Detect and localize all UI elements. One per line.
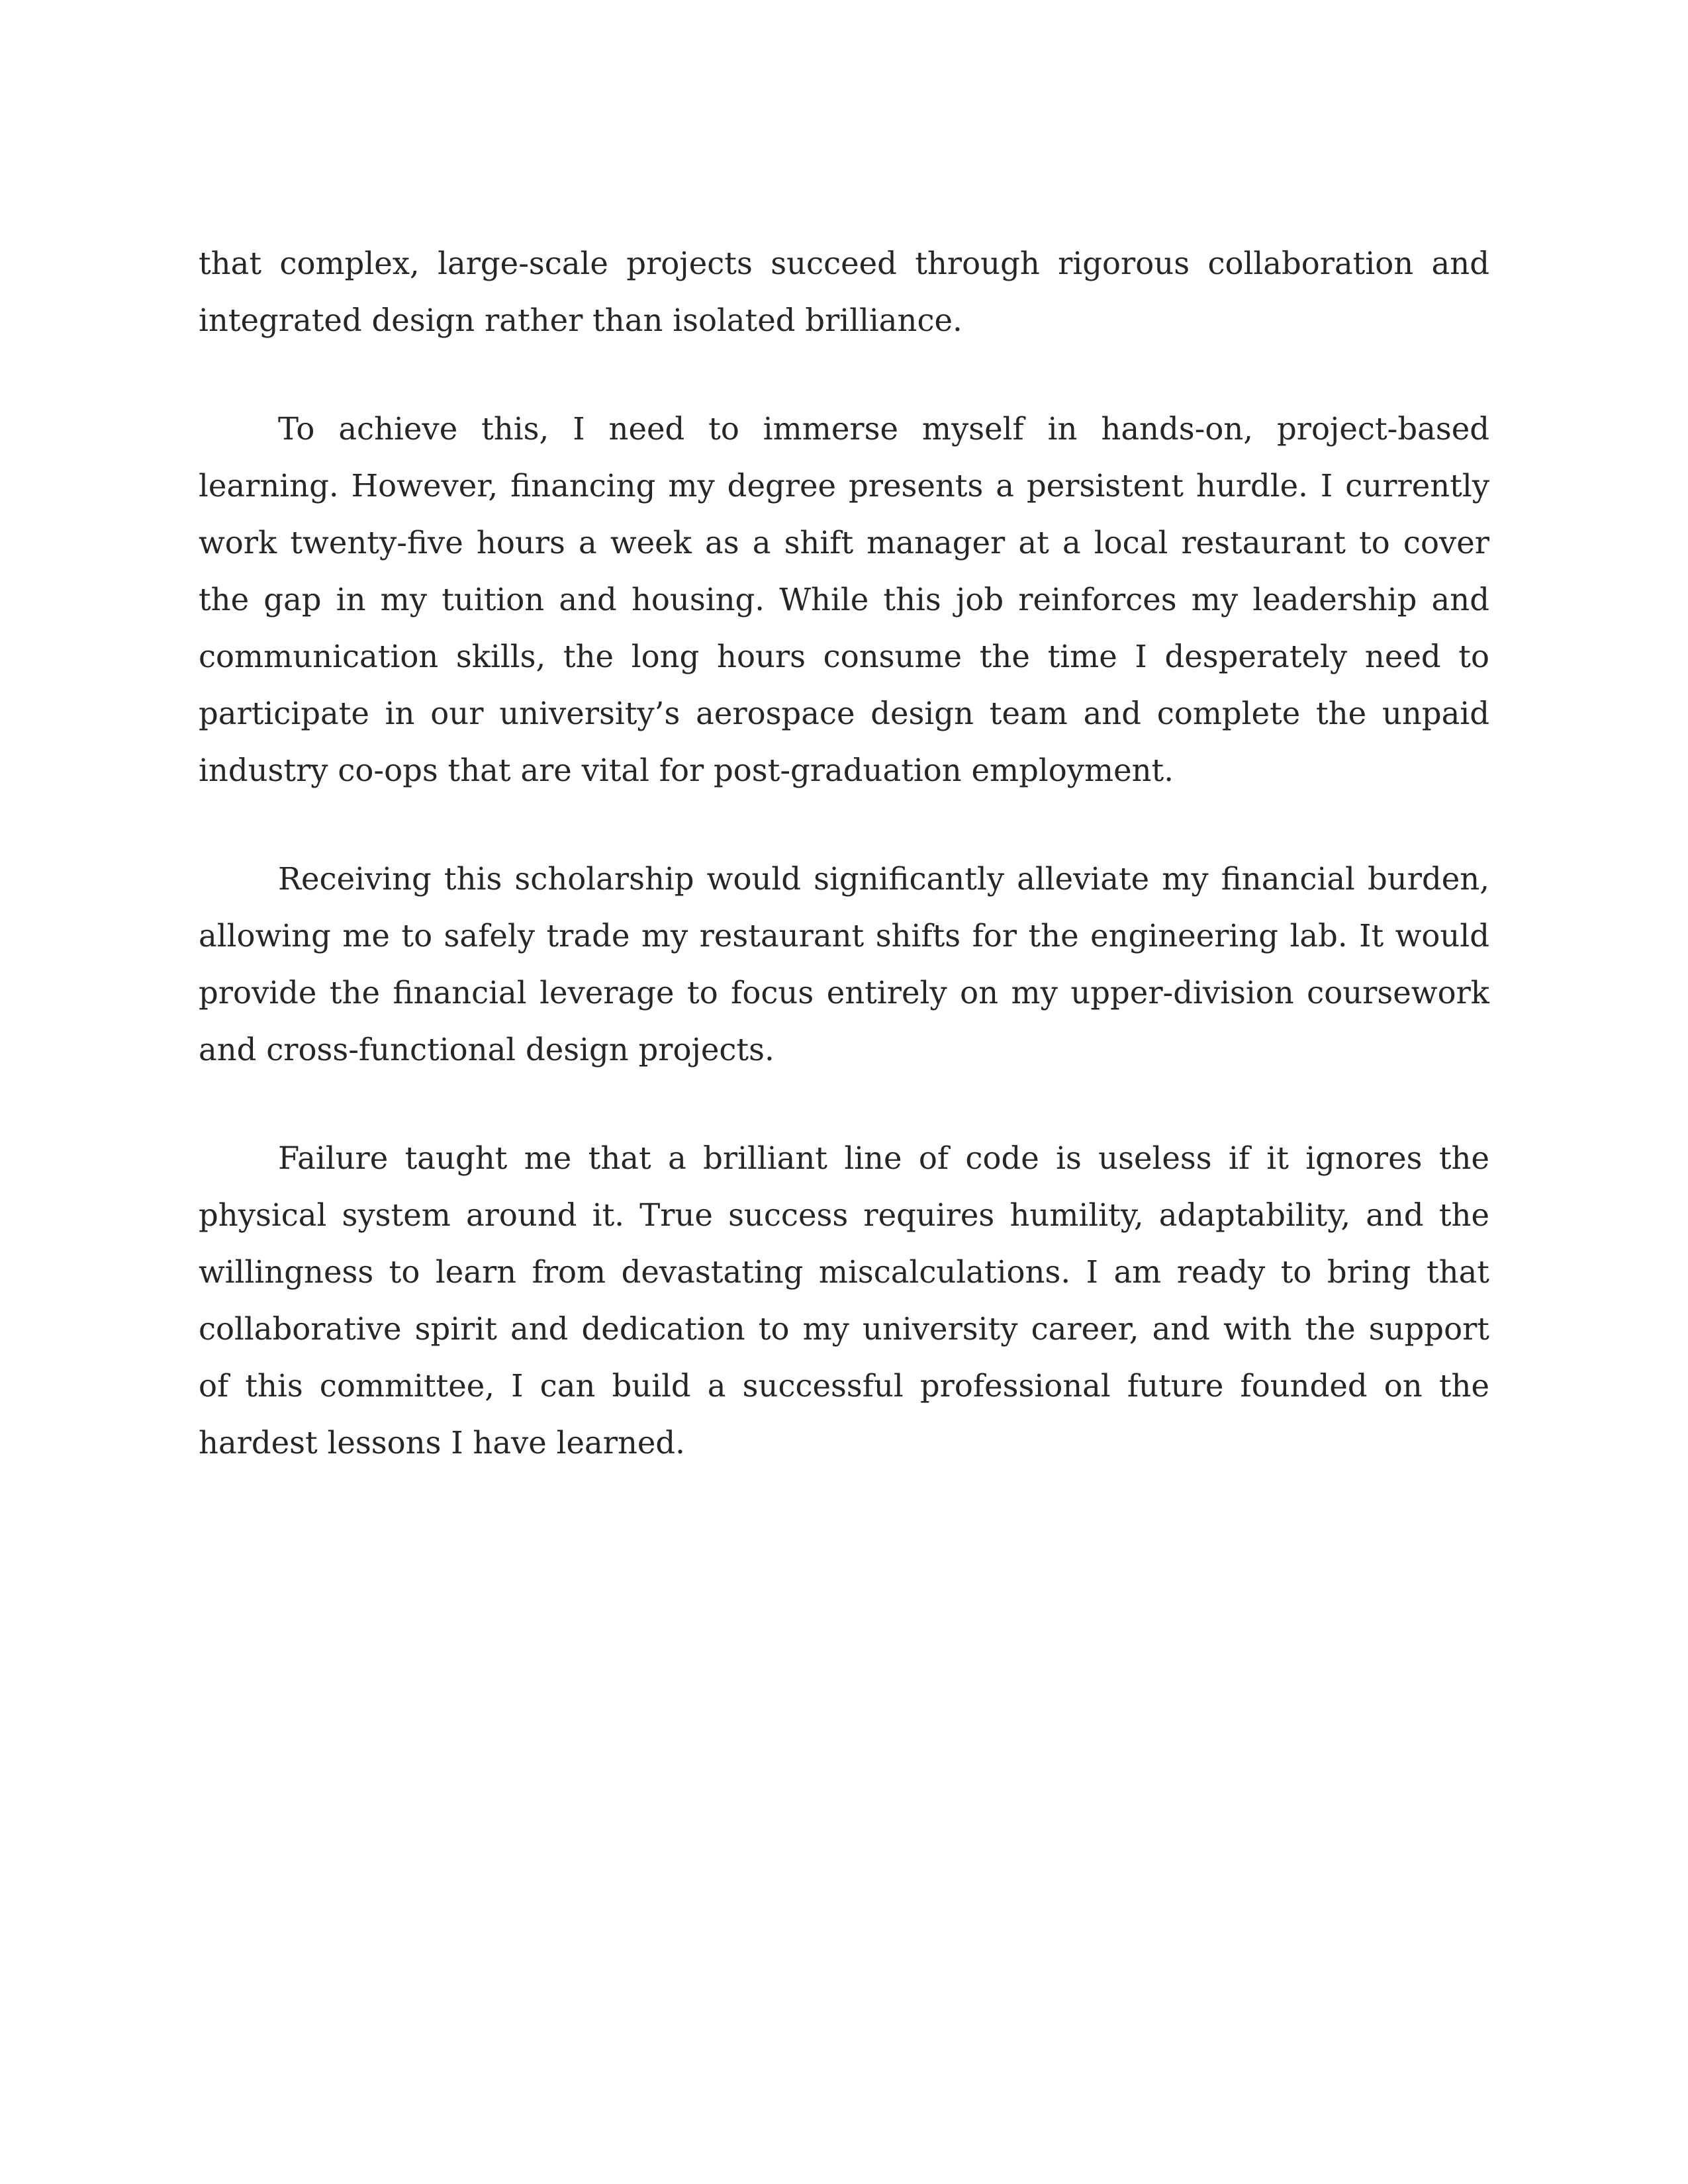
paragraph-financing: To achieve this, I need to immerse myself in hands-on, project-based learning. However, financing my degree presents a persistent hurdle. I currently work twenty-five hours a week as a shift manager at a local restaurant to cover the gap in my tuition and housing. While this job reinforces my leadership and communication skills, the long hours consume the time I desperately need to participate in our university’s aerospace design team and complete the unpaid industry co-ops that are vital for post-graduation employment. [199,411,1489,788]
paragraph-conclusion: Failure taught me that a brilliant line of code is useless if it ignores the physical system around it. True success requires humility, adaptability, and the willingness to learn from devastating miscalculations. I am ready to bring that collaborative spirit and dedication to my university career, and with the support of this committee, I can build a successful professional future founded on the hardest lessons I have learned. [199,1140,1489,1461]
essay-body [199,235,1489,1471]
paragraph-scholarship-impact: Receiving this scholarship would significantly alleviate my financial burden, allowing me to safely trade my restaurant shifts for the engineering lab. It would provide the financial leverage to focus entirely on my upper-division coursework and cross-functional design projects. [199,861,1489,1068]
paragraph-continuation: that complex, large-scale projects succeed through rigorous collaboration and integrated design rather than isolated brilliance. [199,246,1489,338]
